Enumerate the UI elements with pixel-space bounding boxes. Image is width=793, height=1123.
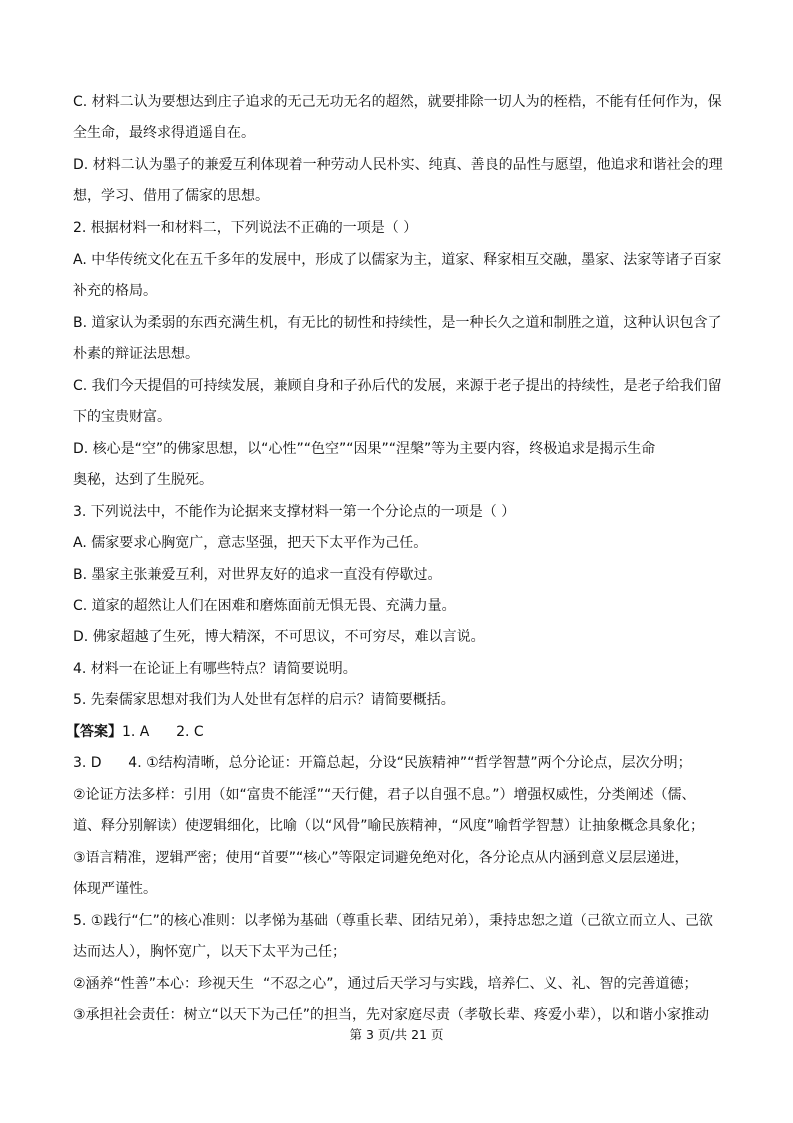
answer-line-3: 道、释分别解读）使逻辑细化，比喻（以“风骨”喻民族精神，“风度”喻哲学智慧）让抽象概念具象化； <box>73 818 705 834</box>
answer-line-1: 3. D 4. ①结构清晰，总分论证：开篇总起，分设“民族精神”“哲学智慧”两个分论点，层次分明； <box>73 755 692 771</box>
question-4: 4. 材料一在论证上有哪些特点？请简要说明。 <box>73 661 357 677</box>
q3-option-a: A. 儒家要求心胸宽广，意志坚强，把天下太平作为己任。 <box>73 535 428 551</box>
question-2: 2. 根据材料一和材料二，下列说法不正确的一项是（ ） <box>73 220 418 236</box>
q3-option-c: C. 道家的超然让人们在困难和磨炼面前无惧无畏、充满力量。 <box>73 598 456 614</box>
option-d-line-1: D. 材料二认为墨子的兼爱互利体现着一种劳动人民朴实、纯真、善良的品性与愿望，他追求和谐社会的理 <box>73 157 723 173</box>
q2-option-d-line-1: D. 核心是“空”的佛家思想，以“心性”“色空”“因果”“涅槃”等为主要内容，终极追求是揭示生命 <box>73 441 656 457</box>
answer-line-8: ②涵养“性善”本心：珍视天生 “不忍之心”，通过后天学习与实践，培养仁、义、礼、智的完善道德； <box>73 976 698 992</box>
question-3: 3. 下列说法中，不能作为论据来支撑材料一第一个分论点的一项是（ ） <box>73 504 516 520</box>
answer-line-4: ③语言精准，逻辑严密；使用“首要”“核心”等限定词避免绝对化，各分论点从内涵到意义层层递进， <box>73 850 689 866</box>
q2-option-b-line-1: B. 道家认为柔弱的东西充满生机，有无比的韧性和持续性，是一种长久之道和制胜之道，这种认识包含了 <box>73 315 722 331</box>
answer-line-9: ③承担社会责任：树立“以天下为己任”的担当，先对家庭尽责（孝敬长辈、疼爱小辈），以和谐小家推动 <box>73 1007 710 1023</box>
option-d-line-2: 想，学习、借用了儒家的思想。 <box>73 188 269 204</box>
answer-header-line <box>66 722 718 742</box>
answer-line-2: ②论证方法多样：引用（如“富贵不能淫”“天行健，君子以自强不息。”）增强权威性，分类阐述（儒、 <box>73 787 696 803</box>
answer-line-7: 达而达人），胸怀宽广，以天下太平为己任； <box>73 944 346 960</box>
option-c-line-1: C. 材料二认为要想达到庄子追求的无己无功无名的超然，就要排除一切人为的桎梏，不能有任何作为，保 <box>73 94 722 110</box>
q2-option-a-line-1: A. 中华传统文化在五千多年的发展中，形成了以儒家为主，道家、释家相互交融，墨家、法家等诸子百家 <box>73 252 722 268</box>
answer-line-5: 体现严谨性。 <box>73 881 157 897</box>
q3-option-b: B. 墨家主张兼爱互利，对世界友好的追求一直没有停歇过。 <box>73 567 442 583</box>
q3-option-d: D. 佛家超越了生死，博大精深，不可思议，不可穷尽，难以言说。 <box>73 629 485 645</box>
q2-option-b-line-2: 朴素的辩证法思想。 <box>73 346 199 362</box>
answer-first: 1. A 2. C <box>122 724 204 740</box>
question-5: 5. 先秦儒家思想对我们为人处世有怎样的启示？请简要概括。 <box>73 692 455 708</box>
option-c-line-2: 全生命，最终求得逍遥自在。 <box>73 125 255 141</box>
answer-tag: 【答案】 <box>66 724 122 740</box>
q2-option-c-line-1: C. 我们今天提倡的可持续发展，兼顾自身和子孙后代的发展，来源于老子提出的持续性，是老子给我们留 <box>73 378 722 394</box>
answer-line-6: 5. ①践行“仁”的核心准则：以孝悌为基础（尊重长辈、团结兄弟），秉持忠恕之道（己欲立而立人、己欲 <box>73 913 713 929</box>
q2-option-d-line-2: 奥秘，达到了生脱死。 <box>73 472 213 488</box>
q2-option-c-line-2: 下的宝贵财富。 <box>73 409 171 425</box>
page-number-footer: 第 3 页/共 21 页 <box>349 1027 444 1042</box>
q2-option-a-line-2: 补充的格局。 <box>73 283 157 299</box>
